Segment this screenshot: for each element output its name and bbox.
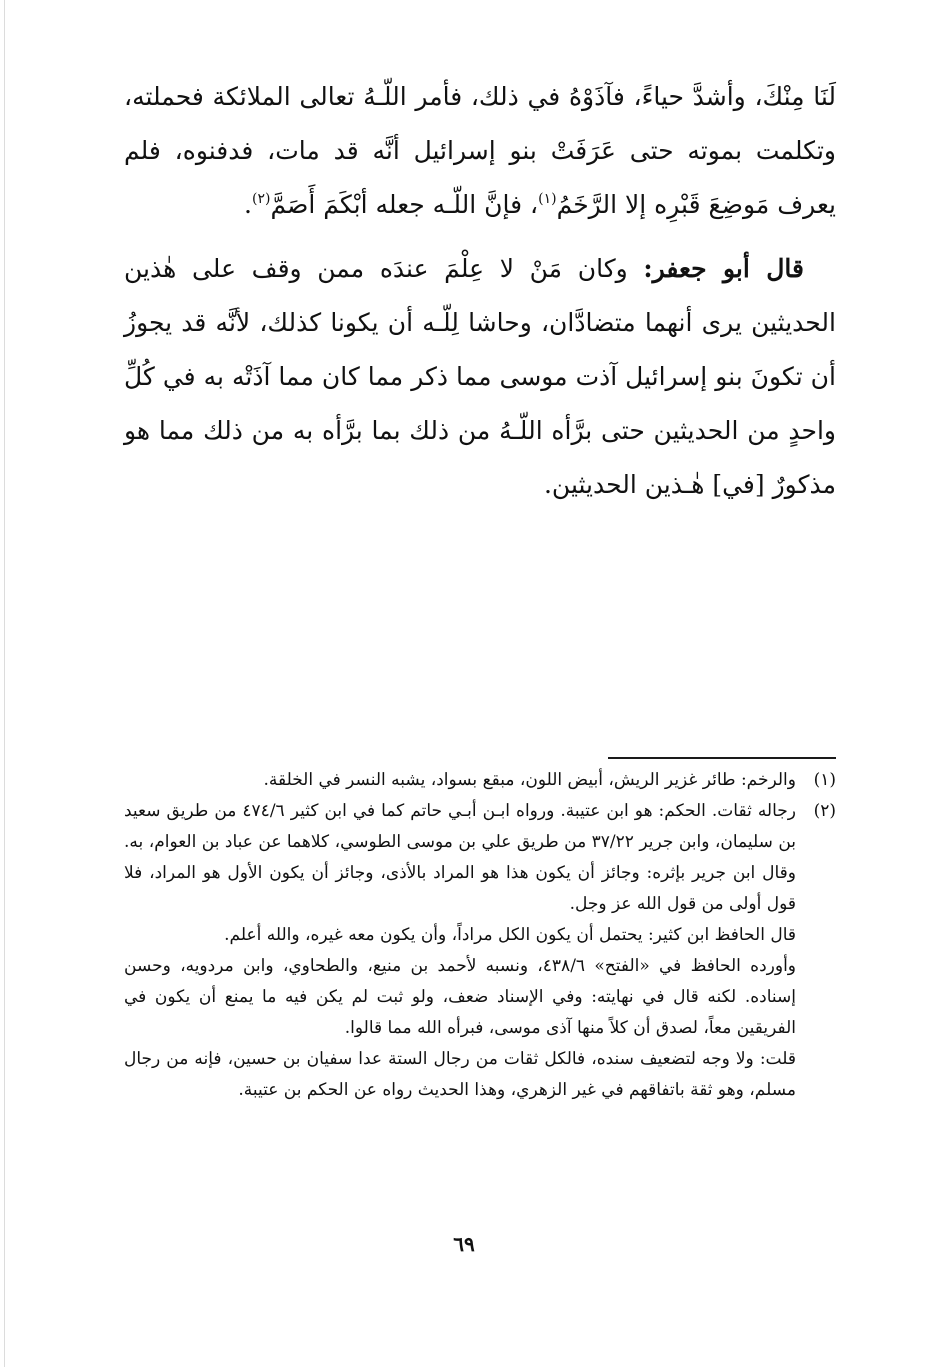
footnote-paragraph: قال الحافظ ابن كثير: يحتمل أن يكون الكل مراداً، وأن يكون معه غيره، والله أعلم. (224, 925, 796, 945)
footnote-1 (124, 765, 836, 796)
main-paragraph-2 (124, 242, 836, 512)
scan-edge-line (4, 0, 5, 1367)
main-paragraph-1 (124, 70, 836, 232)
footnote-number: (٢) (813, 801, 836, 821)
main-text-block (124, 70, 836, 512)
footnote-body (124, 796, 796, 1106)
paragraph-1-text: لَنَا مِنْكَ، وأشدَّ حياءً، فآذَوْهُ في ذلك، فأمر اللّـهُ تعالى الملائكة فحملته، وتكلمت بموته حتى عَرَفَتْ بنو إسرائيل أنَّه قد مات، فدفنوه، فلم يعرف مَوضِعَ قَبْرِه إلا الرَّخَمُ (124, 82, 836, 219)
footnote-body (124, 765, 796, 796)
page-number: ٦٩ (453, 1232, 475, 1256)
footnotes-block (124, 765, 836, 1106)
footnote-number: (١) (813, 770, 836, 790)
footnote-paragraph: قلت: ولا وجه لتضعيف سنده، فالكل ثقات من رجال الستة عدا سفيان بن حسين، فإنه من رجال مسلم، وهو ثقة باتفاقهم في غير الزهري، وهذا الحديث رواه عن الحكم بن عتيبة. (124, 1049, 796, 1100)
footnote-paragraph: وأورده الحافظ في «الفتح» ٤٣٨/٦، ونسبه لأحمد بن منيع، والطحاوي، وابن مردويه، وحسن إسناده. لكنه قال في نهايته: وفي الإسناد ضعف، ولو ثبت لم يكن فيه ما يمنع أن يكون في الفريقين معاً، لصدق أن كلاً منها آذى موسى، فبرأه الله مما قالوا. (124, 956, 797, 1038)
footnote-ref-2: (٢) (252, 191, 271, 207)
paragraph-2-text: وكان مَنْ لا عِلْمَ عندَه ممن وقف على هٰذين الحديثين يرى أنهما متضادَّان، وحاشا لِلّـه أن يكونا كذلك، لأنَّه قد يجوزُ أن تكونَ بنو إسرائيل آذت موسى مما ذكر مما كان مما آذَتْه به في كُلِّ واحدٍ من الحديثين حتى برَّأه اللّـهُ من ذلك بما برَّأه به من ذلك مما هو مذكورٌ [في] هٰـذين الحديثين. (124, 254, 836, 499)
footnote-ref-1: (١) (538, 191, 557, 207)
footnote-paragraph: رجاله ثقات. الحكم: هو ابن عتيبة. ورواه ابـن أبـي حاتم كما في ابن كثير ٤٧٤/٦ من طريق سعيد بن سليمان، وابن جرير ٣٧/٢٢ من طريق علي بن موسى الطوسي، كلاهما عن عباد بن العوام، به. وقال ابن جرير بإثره: وجائز أن يكون هذا هو المراد بالأذى، وجائز أن يكون الأول هو المراد، فلا قول أولى من قول الله عز وجل. (124, 801, 797, 914)
footnote-2 (124, 796, 836, 1106)
footnote-paragraph: والرخم: طائر غزير الريش، أبيض اللون، مبقع بسواد، يشبه النسر في الخلقة. (263, 770, 796, 790)
speaker-label: قال أبو جعفر: (643, 254, 804, 283)
footnote-separator (608, 757, 836, 759)
paragraph-1-continued: ، فإنَّ اللّـه جعله أبْكَمَ أَصَمَّ (270, 190, 539, 219)
paragraph-1-end: . (244, 190, 252, 219)
